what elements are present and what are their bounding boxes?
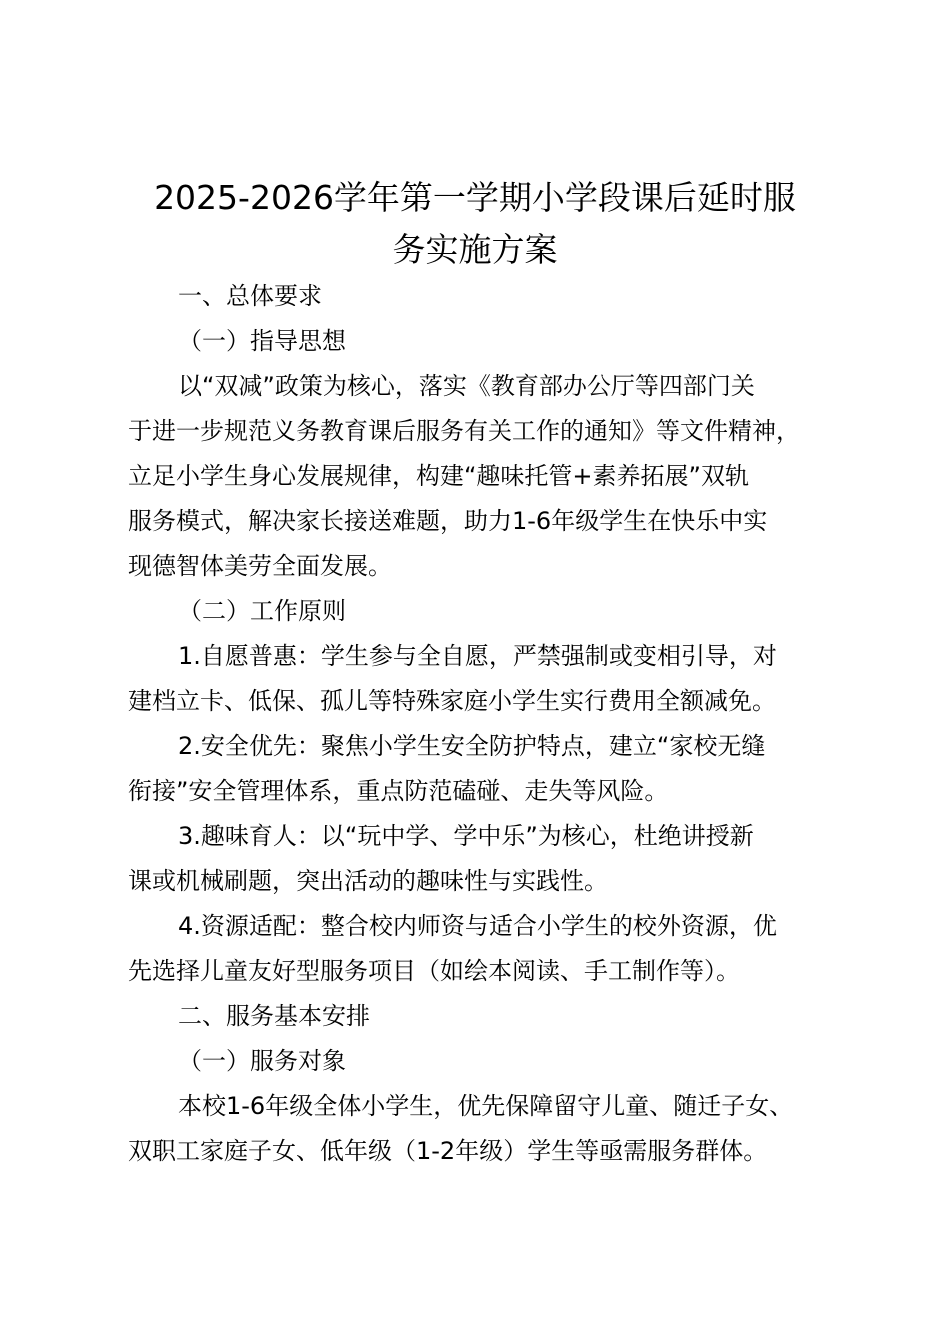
principle-item-4 [128, 904, 858, 994]
title-line-2: 务实施方案 [392, 230, 558, 269]
paragraph-line: 立足小学生身心发展规律，构建“趣味托管+素养拓展”双轨 [128, 462, 749, 490]
paragraph-line: 3.趣味育人：以“玩中学、学中乐”为核心，杜绝讲授新 [178, 822, 754, 850]
paragraph-line: 服务模式，解决家长接送难题，助力1-6年级学生在快乐中实 [128, 507, 768, 535]
section-heading-general-requirements: 一、总体要求 [178, 282, 322, 310]
document-body [128, 274, 858, 1174]
paragraph-line: 4.资源适配：整合校内师资与适合小学生的校外资源，优 [178, 912, 777, 940]
subsection-heading-guiding-ideology: （一）指导思想 [178, 327, 346, 355]
paragraph-line: 现德智体美劳全面发展。 [128, 552, 392, 580]
paragraph-line: 1.自愿普惠：学生参与全自愿，严禁强制或变相引导，对 [178, 642, 777, 670]
paragraph-line: 以“双减”政策为核心，落实《教育部办公厅等四部门关 [178, 372, 755, 400]
section-heading-basic-arrangements: 二、服务基本安排 [178, 1002, 370, 1030]
subsection-heading-service-targets: （一）服务对象 [178, 1047, 346, 1075]
paragraph-line: 衔接”安全管理体系，重点防范磕碰、走失等风险。 [128, 777, 669, 805]
paragraph-line: 于进一步规范义务教育课后服务有关工作的通知》等文件精神， [128, 417, 800, 445]
paragraph-line: 2.安全优先：聚焦小学生安全防护特点，建立“家校无缝 [178, 732, 766, 760]
principle-item-3 [128, 814, 858, 904]
principle-item-2 [128, 724, 858, 814]
document-title [110, 172, 840, 276]
paragraph-line: 课或机械刷题，突出活动的趣味性与实践性。 [128, 867, 608, 895]
title-line-1: 2025-2026学年第一学期小学段课后延时服 [154, 178, 796, 217]
paragraph-guiding-ideology [128, 364, 858, 589]
paragraph-line: 先选择儿童友好型服务项目（如绘本阅读、手工制作等）。 [128, 957, 740, 985]
principle-item-1 [128, 634, 858, 724]
paragraph-service-targets [128, 1084, 858, 1174]
subsection-heading-work-principles: （二）工作原则 [178, 597, 346, 625]
paragraph-line: 建档立卡、低保、孤儿等特殊家庭小学生实行费用全额减免。 [128, 687, 776, 715]
paragraph-line: 本校1-6年级全体小学生，优先保障留守儿童、随迁子女、 [178, 1092, 794, 1120]
paragraph-line: 双职工家庭子女、低年级（1-2年级）学生等亟需服务群体。 [128, 1137, 768, 1165]
